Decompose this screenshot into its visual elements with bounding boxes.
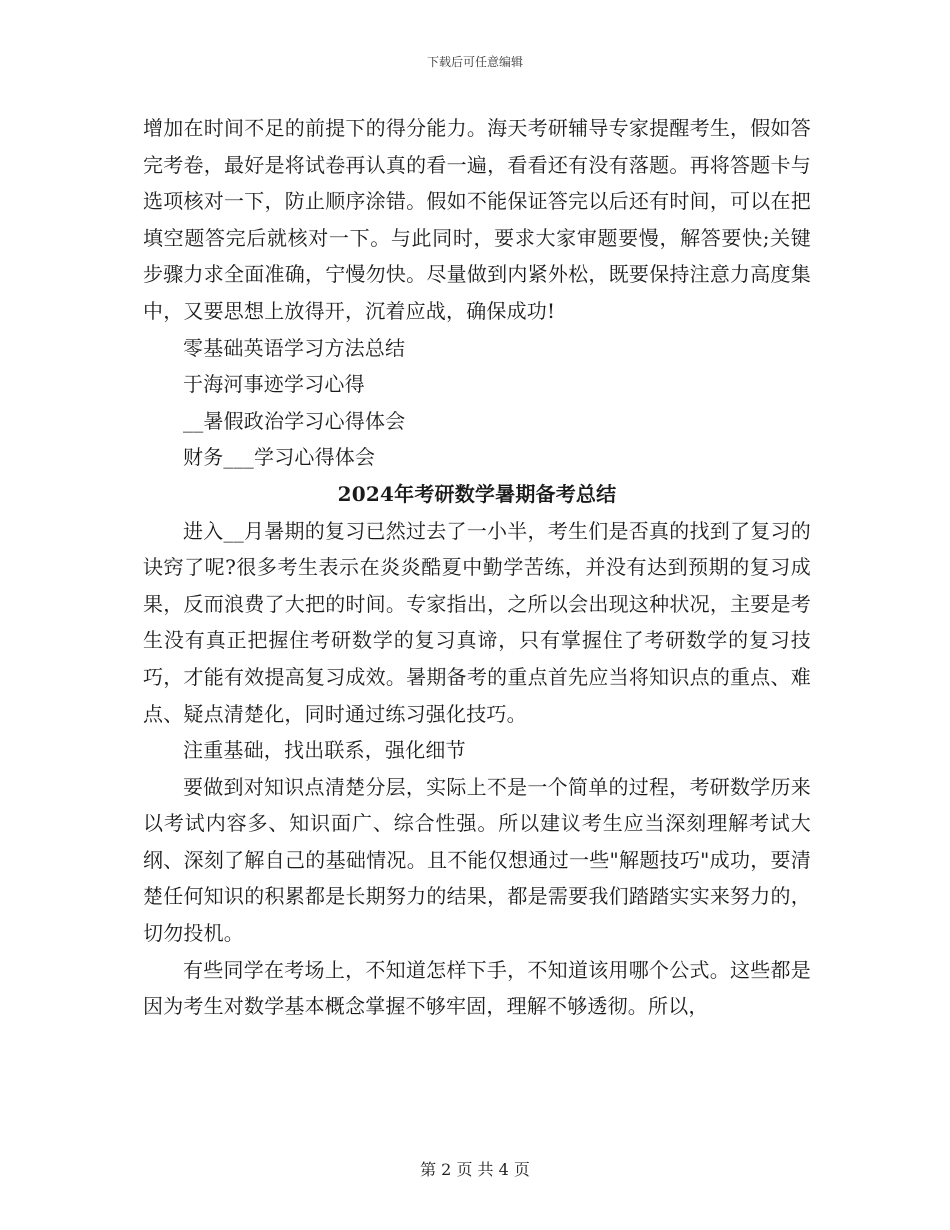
- article-title: 2024年考研数学暑期备考总结: [337, 481, 617, 506]
- paragraph-intro: 进入__月暑期的复习已然过去了一小半，考生们是否真的找到了复习的诀窍了呢?很多考生表示在炎炎酷夏中勤学苦练，并没有达到预期的复习成果，反而浪费了大把的时间。专家指出，之所以会出现这种状况，主要是考生没有真正把握住考研数学的复习真谛，只有掌握住了考研数学的复习技巧，才能有效提高复习成效。暑期备考的重点首先应当将知识点的重点、难点、疑点清楚化，同时通过练习强化技巧。: [143, 518, 811, 726]
- related-article-1: 零基础英语学习方法总结: [183, 335, 406, 360]
- page-header: 下载后可任意编辑: [426, 55, 523, 69]
- page-footer: 第 2 页 共 4 页: [420, 1160, 530, 1179]
- section-subheading: 注重基础，找出联系，强化细节: [183, 738, 466, 763]
- paragraph-body-2: 有些同学在考场上，不知道怎样下手，不知道该用哪个公式。这些都是因为考生对数学基本概念掌握不够牢固，理解不够透彻。所以，: [143, 957, 811, 1019]
- related-article-4: 财务___学习心得体会: [183, 445, 376, 470]
- paragraph-continuation: 增加在时间不足的前提下的得分能力。海天考研辅导专家提醒考生，假如答完考卷，最好是将试卷再认真的看一遍，看看还有没有落题。再将答题卡与选项核对一下，防止顺序涂错。假如不能保证答完以后还有时间，可以在把填空题答完后就核对一下。与此同时，要求大家审题要慢，解答要快;关键步骤力求全面准确，宁慢勿快。尽量做到内紧外松，既要保持注意力高度集中，又要思想上放得开，沉着应战，确保成功!: [143, 116, 811, 323]
- document-body: [143, 110, 811, 1025]
- related-article-3: __暑假政治学习心得体会: [183, 408, 406, 433]
- paragraph-body-1: 要做到对知识点清楚分层，实际上不是一个简单的过程，考研数学历来以考试内容多、知识面广、综合性强。所以建议考生应当深刻理解考试大纲、深刻了解自己的基础情况。且不能仅想通过一些"解题技巧"成功，要清楚任何知识的积累都是长期努力的结果，都是需要我们踏踏实实来努力的，切勿投机。: [143, 774, 811, 946]
- related-article-2: 于海河事迹学习心得: [183, 372, 365, 397]
